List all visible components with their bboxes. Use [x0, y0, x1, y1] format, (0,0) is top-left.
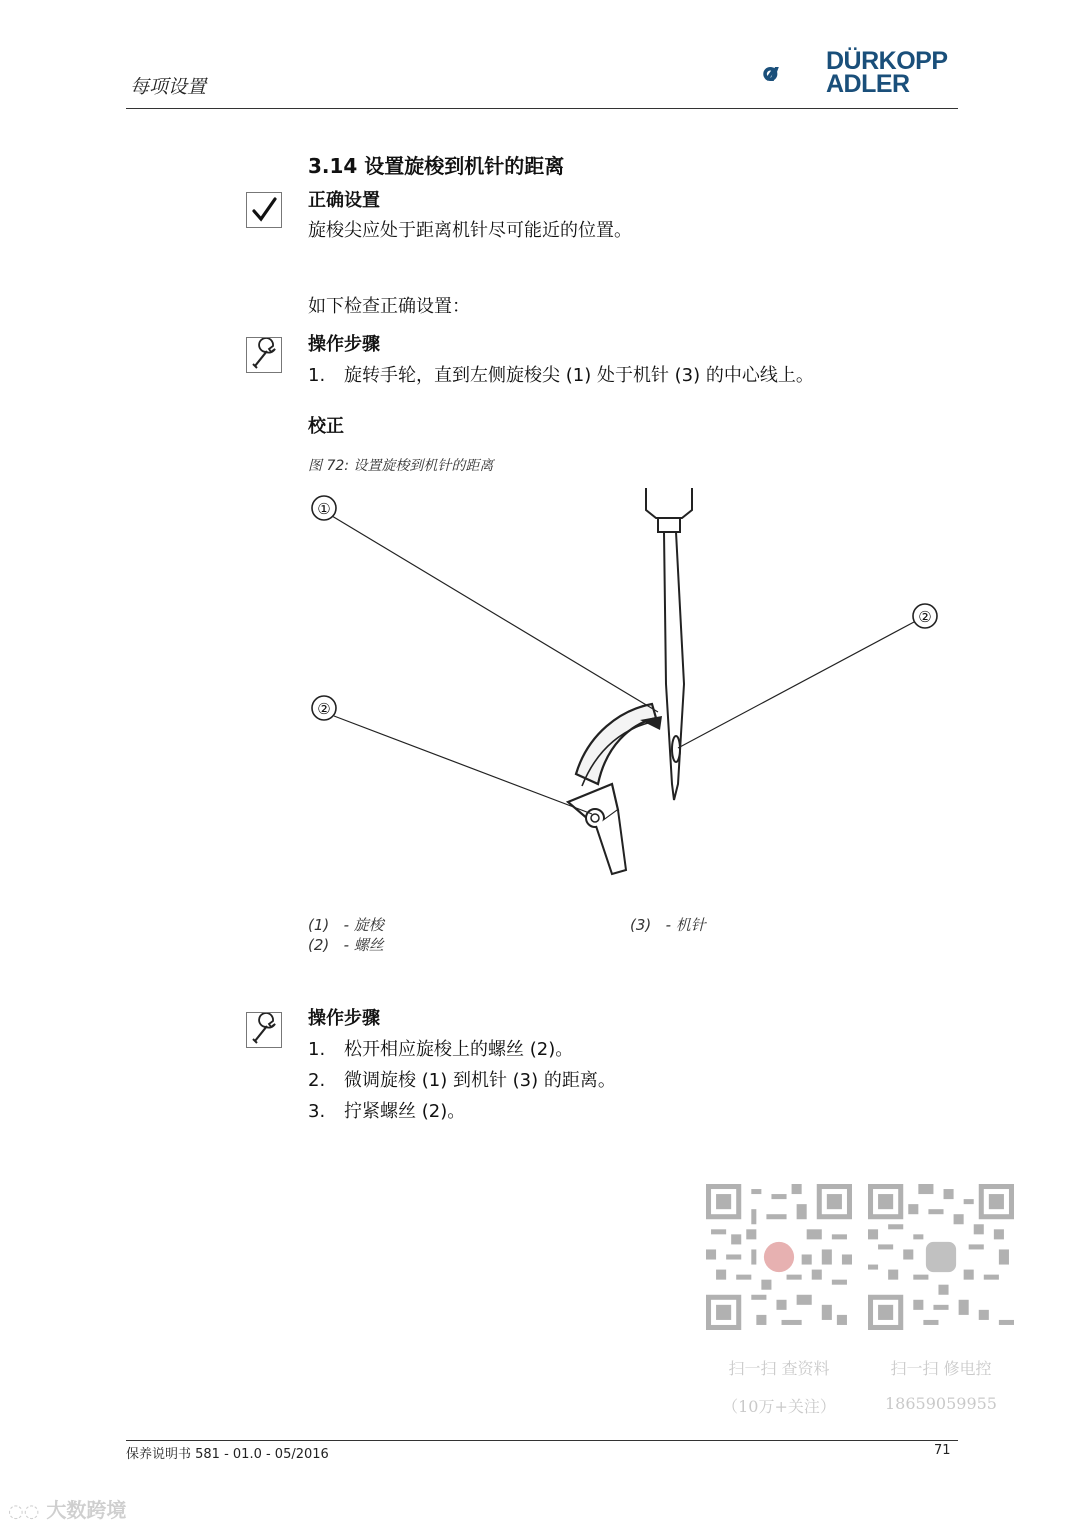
correct-setting-text: 旋梭尖应处于距离机针尽可能近的位置。 [308, 220, 632, 241]
procedure2-step-2 [308, 1066, 616, 1092]
brand-logo [762, 48, 826, 100]
legend-item-3 [630, 914, 706, 935]
wrench-icon [246, 1012, 282, 1048]
step-text: 拧紧螺丝 (2)。 [344, 1101, 466, 1122]
qr-right-label2: 18659059955 [885, 1394, 997, 1413]
procedure2-title: 操作步骤 [308, 1008, 380, 1029]
wrench-icon [246, 337, 282, 373]
callout-2-right: ② [918, 608, 932, 626]
brand-line1: DÜRKOPP [826, 47, 948, 75]
checkmark-icon [246, 192, 282, 228]
step-number: 1. [308, 1039, 326, 1060]
figure-caption: 图 72: 设置旋梭到机针的距离 [308, 458, 494, 474]
step-number: 2. [308, 1070, 326, 1091]
procedure1-title: 操作步骤 [308, 334, 380, 355]
header-title: 每项设置 [130, 76, 207, 98]
hook-needle-figure [300, 484, 960, 884]
qr-right-label1: 扫一扫 修电控 [890, 1359, 992, 1378]
qr-code-left[interactable] [706, 1184, 852, 1330]
legend-key: (1) [308, 916, 330, 934]
qr-left-label1: 扫一扫 查资料 [728, 1359, 830, 1378]
legend-item-2 [308, 934, 384, 955]
footer-doc-info: 保养说明书 581 - 01.0 - 05/2016 [126, 1447, 329, 1462]
step-number: 3. [308, 1101, 326, 1122]
qr-left-label2: （10万+关注） [722, 1397, 836, 1416]
step-text: 松开相应旋梭上的螺丝 (2)。 [344, 1039, 574, 1060]
footer-rule [126, 1440, 958, 1441]
watermark-icon: ◌◌ [8, 1501, 40, 1522]
page-number: 71 [934, 1443, 951, 1458]
legend-label: - 旋梭 [343, 916, 384, 934]
watermark-text: 大数跨境 [46, 1498, 127, 1522]
procedure1-step [308, 361, 814, 387]
legend-label: - 机针 [665, 916, 706, 934]
step-number: 1. [308, 365, 326, 386]
callout-1: ① [317, 500, 331, 518]
header-rule [126, 108, 958, 109]
legend-item-1 [308, 914, 384, 935]
step-text: 微调旋梭 (1) 到机针 (3) 的距离。 [344, 1070, 616, 1091]
brand-name [826, 47, 948, 98]
correction-title: 校正 [308, 416, 344, 437]
callout-2-left: ② [317, 700, 331, 718]
legend-label: - 螺丝 [343, 936, 384, 954]
procedure2-step-1 [308, 1035, 573, 1061]
legend-key: (3) [630, 916, 652, 934]
procedure2-step-3 [308, 1097, 465, 1123]
watermark [8, 1494, 126, 1523]
correct-setting-title: 正确设置 [308, 190, 380, 211]
qr-code-right[interactable] [868, 1184, 1014, 1330]
check-intro: 如下检查正确设置： [308, 296, 470, 317]
brand-line2: ADLER [826, 70, 910, 98]
step-text: 旋转手轮，直到左侧旋梭尖 (1) 处于机针 (3) 的中心线上。 [344, 365, 814, 386]
legend-key: (2) [308, 936, 330, 954]
section-heading: 3.14 设置旋梭到机针的距离 [308, 154, 565, 178]
